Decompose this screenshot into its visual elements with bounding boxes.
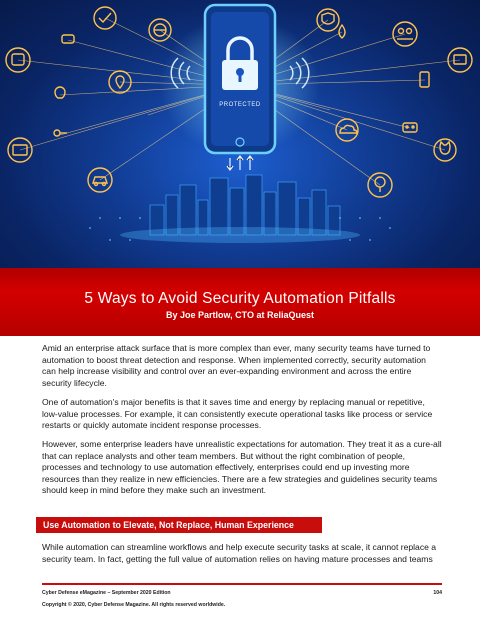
paragraph-expectations: However, some enterprise leaders have unrealistic expectations for automation. They treat it as a cure-all that can replace analysts and other team members. But without the right combination of people, processes and technology to use automation effectively, enterprises could end up investing more resources than they realize in new efficiencies. There are a few strategies and guidelines security teams should keep in mind before they make such an investment. [42,439,442,496]
cover-graphic [0,0,480,268]
cover-illustration [0,0,480,268]
paragraph-benefits: One of automation's major benefits is that it saves time and energy by replacing manual or repetitive, low-value processes. For example, it can consistently execute operational tasks like process or service restarts or quickly automate incident response processes. [42,397,433,431]
mobile-icon [420,72,429,87]
footer-publication: Cyber Defense eMagazine – September 2020 Edition [42,590,171,596]
footer-rule [42,583,442,585]
globe-icon [149,19,171,41]
transfer-arrows [227,156,253,170]
footer-copyright: Copyright © 2020, Cyber Defense Magazine. All rights reserved worldwide. [42,602,226,608]
chat-icon [62,35,74,43]
paragraph-section-body: While automation can streamline workflows and help execute security tasks at scale, it cannot replace a security team. In fact, getting the full value of automation relies on having mature processes and teams [42,542,437,564]
page-number: 104 [433,590,442,596]
paragraph-intro: Amid an enterprise attack surface that is more complex than ever, many security teams have turned to automation to boost threat detection and response. When implemented correctly, security automation can help increase visibility and control over an ever-expanding environment and across the entire security lifecycle. [42,343,431,388]
city-skyline [150,175,340,235]
article-title: 5 Ways to Avoid Security Automation Pitfalls [84,290,396,307]
water-drop-icon [339,25,345,38]
article-byline: By Joe Partlow, CTO at ReliaQuest [165,310,315,320]
protected-label: PROTECTED [219,102,261,108]
bulb-icon [55,87,65,98]
robot-icon [403,123,417,132]
section-heading: Use Automation to Elevate, Not Replace, Human Experience [36,517,322,533]
